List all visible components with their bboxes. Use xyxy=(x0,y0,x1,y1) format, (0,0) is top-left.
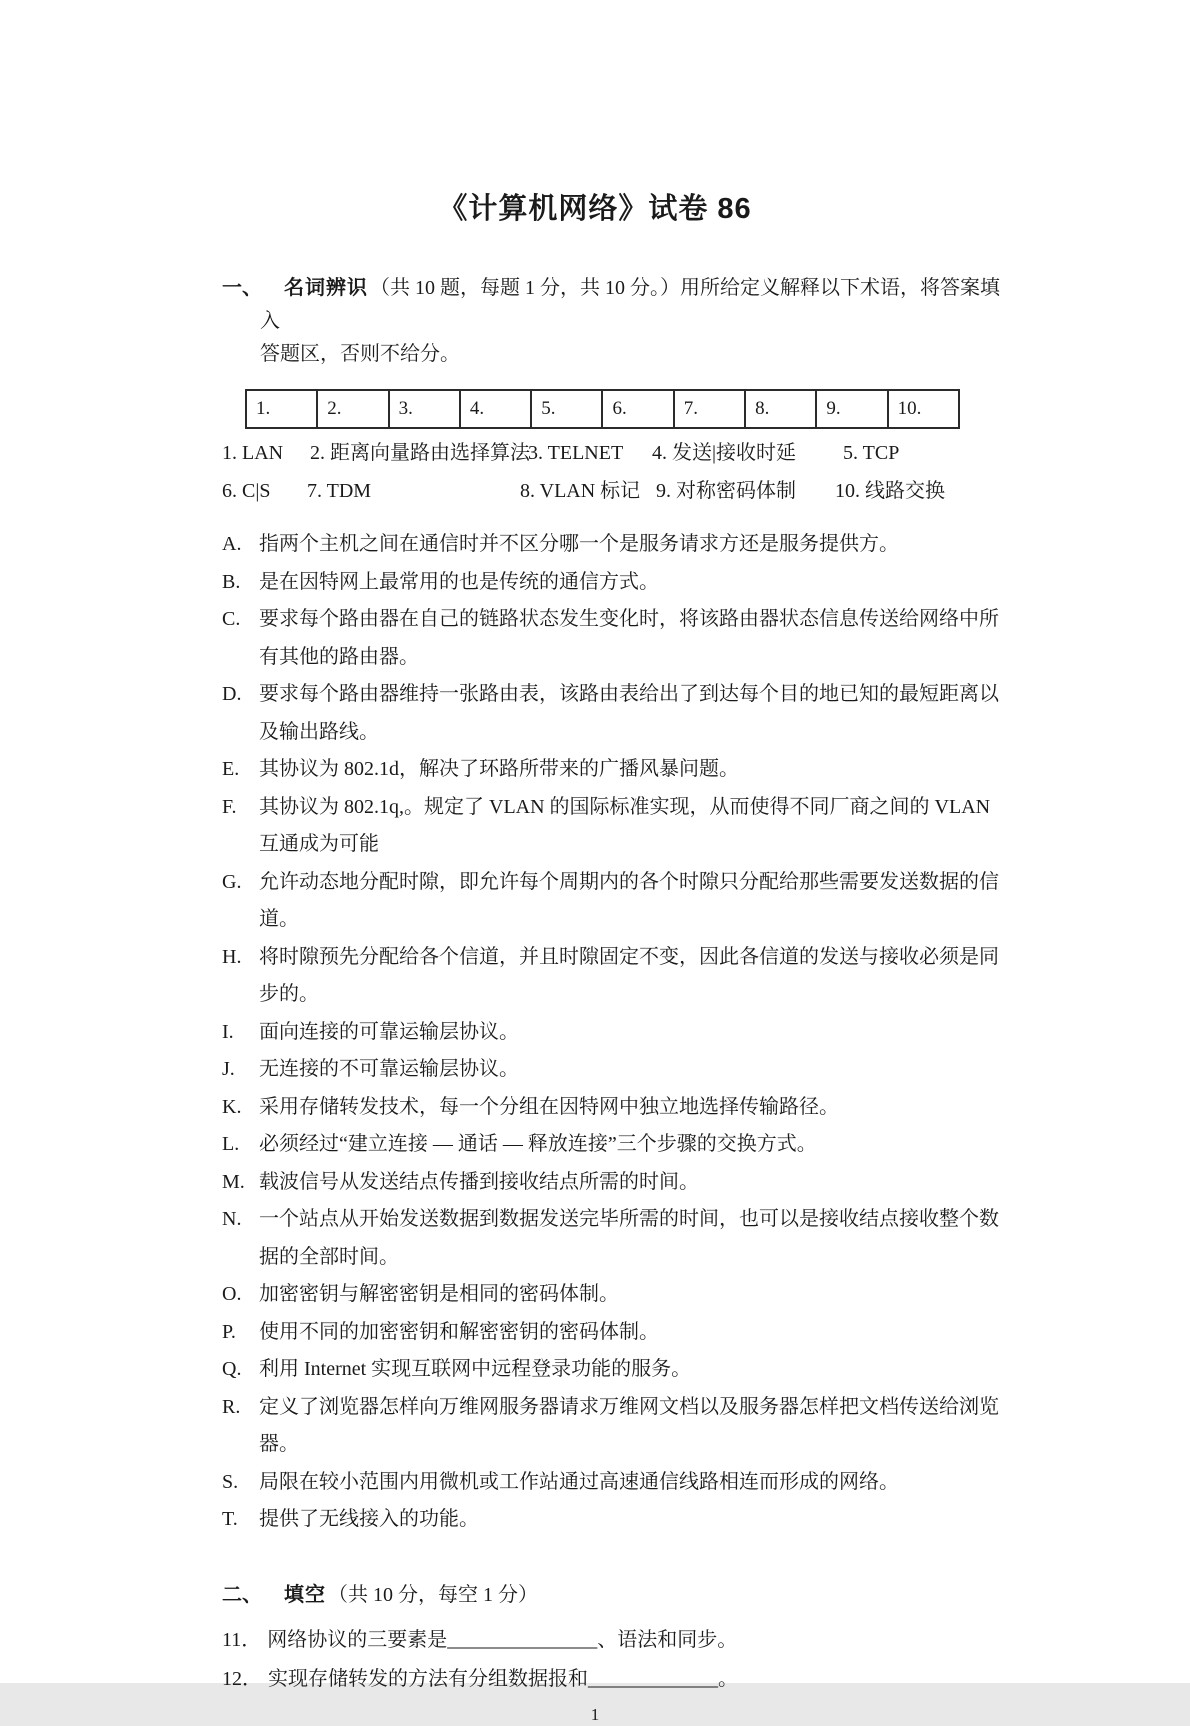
definition-item xyxy=(222,1314,1014,1352)
definition-item xyxy=(222,1389,1014,1464)
definition-text: 提供了无线接入的功能。 xyxy=(259,1508,479,1530)
document-title: 《计算机网络》试卷 86 xyxy=(438,193,752,225)
answer-cell: 2. xyxy=(316,391,387,427)
definition-text: 必须经过“建立连接 — 通话 — 释放连接”三个步骤的交换方式。 xyxy=(259,1133,817,1155)
definition-label: D. xyxy=(222,683,242,705)
section-2-heading xyxy=(222,1579,1014,1612)
term-item: 7. TDM xyxy=(307,480,372,502)
term-item: 8. VLAN 标记 xyxy=(520,480,641,502)
term-item: 9. 对称密码体制 xyxy=(656,480,796,502)
answer-cell: 3. xyxy=(388,391,459,427)
answer-cell: 1. xyxy=(256,398,271,419)
answer-cell: 8. xyxy=(744,391,815,427)
term-row-2 xyxy=(222,472,1014,510)
section-2-title: 填空 xyxy=(284,1583,326,1606)
definition-item xyxy=(222,1351,1014,1389)
definitions-list xyxy=(222,526,1014,1539)
question-text: 实现存储转发的方法有分组数据报和_____________。 xyxy=(268,1667,738,1690)
definition-text: 载波信号从发送结点传播到接收结点所需的时间。 xyxy=(259,1170,699,1193)
section-2-intro: （共 10 分，每空 1 分） xyxy=(328,1583,538,1606)
section-1-heading xyxy=(222,272,1014,371)
definition-label: C. xyxy=(222,608,241,630)
definition-item xyxy=(222,1201,1014,1276)
definition-item xyxy=(222,1089,1014,1127)
definition-text: 局限在较小范围内用微机或工作站通过高速通信线路相连而形成的网络。 xyxy=(259,1470,899,1493)
page-content xyxy=(222,272,1014,1699)
definition-text: 加密密钥与解密密钥是相同的密码体制。 xyxy=(259,1283,619,1305)
answer-cell: 9. xyxy=(815,391,886,427)
definition-item xyxy=(222,1164,1014,1202)
definition-label: E. xyxy=(222,758,240,780)
definition-label: P. xyxy=(222,1320,236,1343)
definition-item xyxy=(222,939,1014,1014)
definition-item xyxy=(222,601,1014,676)
definition-text: 定义了浏览器怎样向万维网服务器请求万维网文档以及服务器怎样把文档传送给浏览器。 xyxy=(259,1395,999,1455)
definition-text: 利用 Internet 实现互联网中远程登录功能的服务。 xyxy=(259,1358,692,1380)
definition-item xyxy=(222,789,1014,864)
section-1-title: 名词辨识 xyxy=(284,277,368,299)
answer-grid xyxy=(245,389,960,429)
definition-label: B. xyxy=(222,570,241,593)
definition-label: H. xyxy=(222,945,242,968)
fill-blank-questions xyxy=(222,1621,1014,1699)
definition-label: I. xyxy=(222,1020,234,1043)
fill-blank-question xyxy=(222,1621,1014,1660)
definition-item xyxy=(222,1276,1014,1314)
section-2-number: 二、 xyxy=(222,1583,262,1606)
definition-label: J. xyxy=(222,1058,235,1080)
definition-text: 要求每个路由器在自己的链路状态发生变化时，将该路由器状态信息传送给网络中所有其他的路由器。 xyxy=(259,608,999,668)
term-item: 6. C|S xyxy=(222,480,271,502)
definition-label: T. xyxy=(222,1508,238,1530)
definition-label: R. xyxy=(222,1395,241,1418)
definition-text: 要求每个路由器维持一张路由表，该路由表给出了到达每个目的地已知的最短距离以及输出路线。 xyxy=(259,683,999,743)
definition-item xyxy=(222,1501,1014,1539)
definition-text: 无连接的不可靠运输层协议。 xyxy=(259,1058,519,1080)
definition-item xyxy=(222,564,1014,602)
answer-cell: 6. xyxy=(601,391,672,427)
definition-text: 将时隙预先分配给各个信道，并且时隙固定不变，因此各信道的发送与接收必须是同步的。 xyxy=(259,945,999,1005)
definition-text: 是在因特网上最常用的也是传统的通信方式。 xyxy=(259,570,659,593)
fill-blank-question xyxy=(222,1660,1014,1699)
definition-text: 允许动态地分配时隙，即允许每个周期内的各个时隙只分配给那些需要发送数据的信道。 xyxy=(259,870,999,930)
definition-label: S. xyxy=(222,1470,239,1493)
definition-label: L. xyxy=(222,1133,240,1155)
definition-item xyxy=(222,1014,1014,1052)
definition-text: 其协议为 802.1d，解决了环路所带来的广播风暴问题。 xyxy=(259,758,739,780)
term-item: 5. TCP xyxy=(843,442,900,464)
section-1-number: 一、 xyxy=(222,277,262,299)
page-number: 1 xyxy=(590,1704,600,1724)
answer-cell: 4. xyxy=(459,391,530,427)
definition-text: 采用存储转发技术，每一个分组在因特网中独立地选择传输路径。 xyxy=(259,1095,839,1118)
definition-item xyxy=(222,676,1014,751)
term-row-1 xyxy=(222,434,1014,472)
definition-item xyxy=(222,526,1014,564)
definition-item xyxy=(222,751,1014,789)
term-item: 2. 距离向量路由选择算法 xyxy=(310,442,530,464)
section-1-intro-line2: 答题区，否则不给分。 xyxy=(260,343,460,365)
definition-item xyxy=(222,864,1014,939)
definition-label: O. xyxy=(222,1283,242,1305)
question-text: 网络协议的三要素是_______________、语法和同步。 xyxy=(267,1628,738,1651)
definition-text: 其协议为 802.1q,。规定了 VLAN 的国际标准实现，从而使得不同厂商之间的 VLAN 互通成为可能 xyxy=(259,795,991,855)
definition-text: 面向连接的可靠运输层协议。 xyxy=(259,1020,519,1043)
definition-item xyxy=(222,1051,1014,1089)
term-item: 10. 线路交换 xyxy=(835,480,945,502)
definition-label: A. xyxy=(222,533,242,555)
term-item: 3. TELNET xyxy=(528,442,624,464)
definition-label: M. xyxy=(222,1170,245,1193)
answer-cell: 10. xyxy=(887,391,958,427)
definition-text: 使用不同的加密密钥和解密密钥的密码体制。 xyxy=(259,1320,659,1343)
section-1-intro-line1: （共 10 题，每题 1 分，共 10 分。）用所给定义解释以下术语，将答案填入 xyxy=(260,277,1000,332)
answer-cell: 5. xyxy=(530,391,601,427)
definition-item xyxy=(222,1126,1014,1164)
definition-label: Q. xyxy=(222,1358,242,1380)
term-item: 1. LAN xyxy=(222,442,284,464)
question-number: 12． xyxy=(222,1667,262,1690)
definition-item xyxy=(222,1464,1014,1502)
definition-text: 指两个主机之间在通信时并不区分哪一个是服务请求方还是服务提供方。 xyxy=(259,533,899,555)
definition-label: K. xyxy=(222,1095,242,1118)
term-item: 4. 发送|接收时延 xyxy=(652,442,797,464)
definition-label: G. xyxy=(222,870,242,893)
answer-cell: 7. xyxy=(673,391,744,427)
question-number: 11． xyxy=(222,1628,262,1651)
definition-label: N. xyxy=(222,1208,242,1230)
definition-label: F. xyxy=(222,795,237,818)
definition-text: 一个站点从开始发送数据到数据发送完毕所需的时间，也可以是接收结点接收整个数据的全部时间。 xyxy=(259,1208,999,1268)
